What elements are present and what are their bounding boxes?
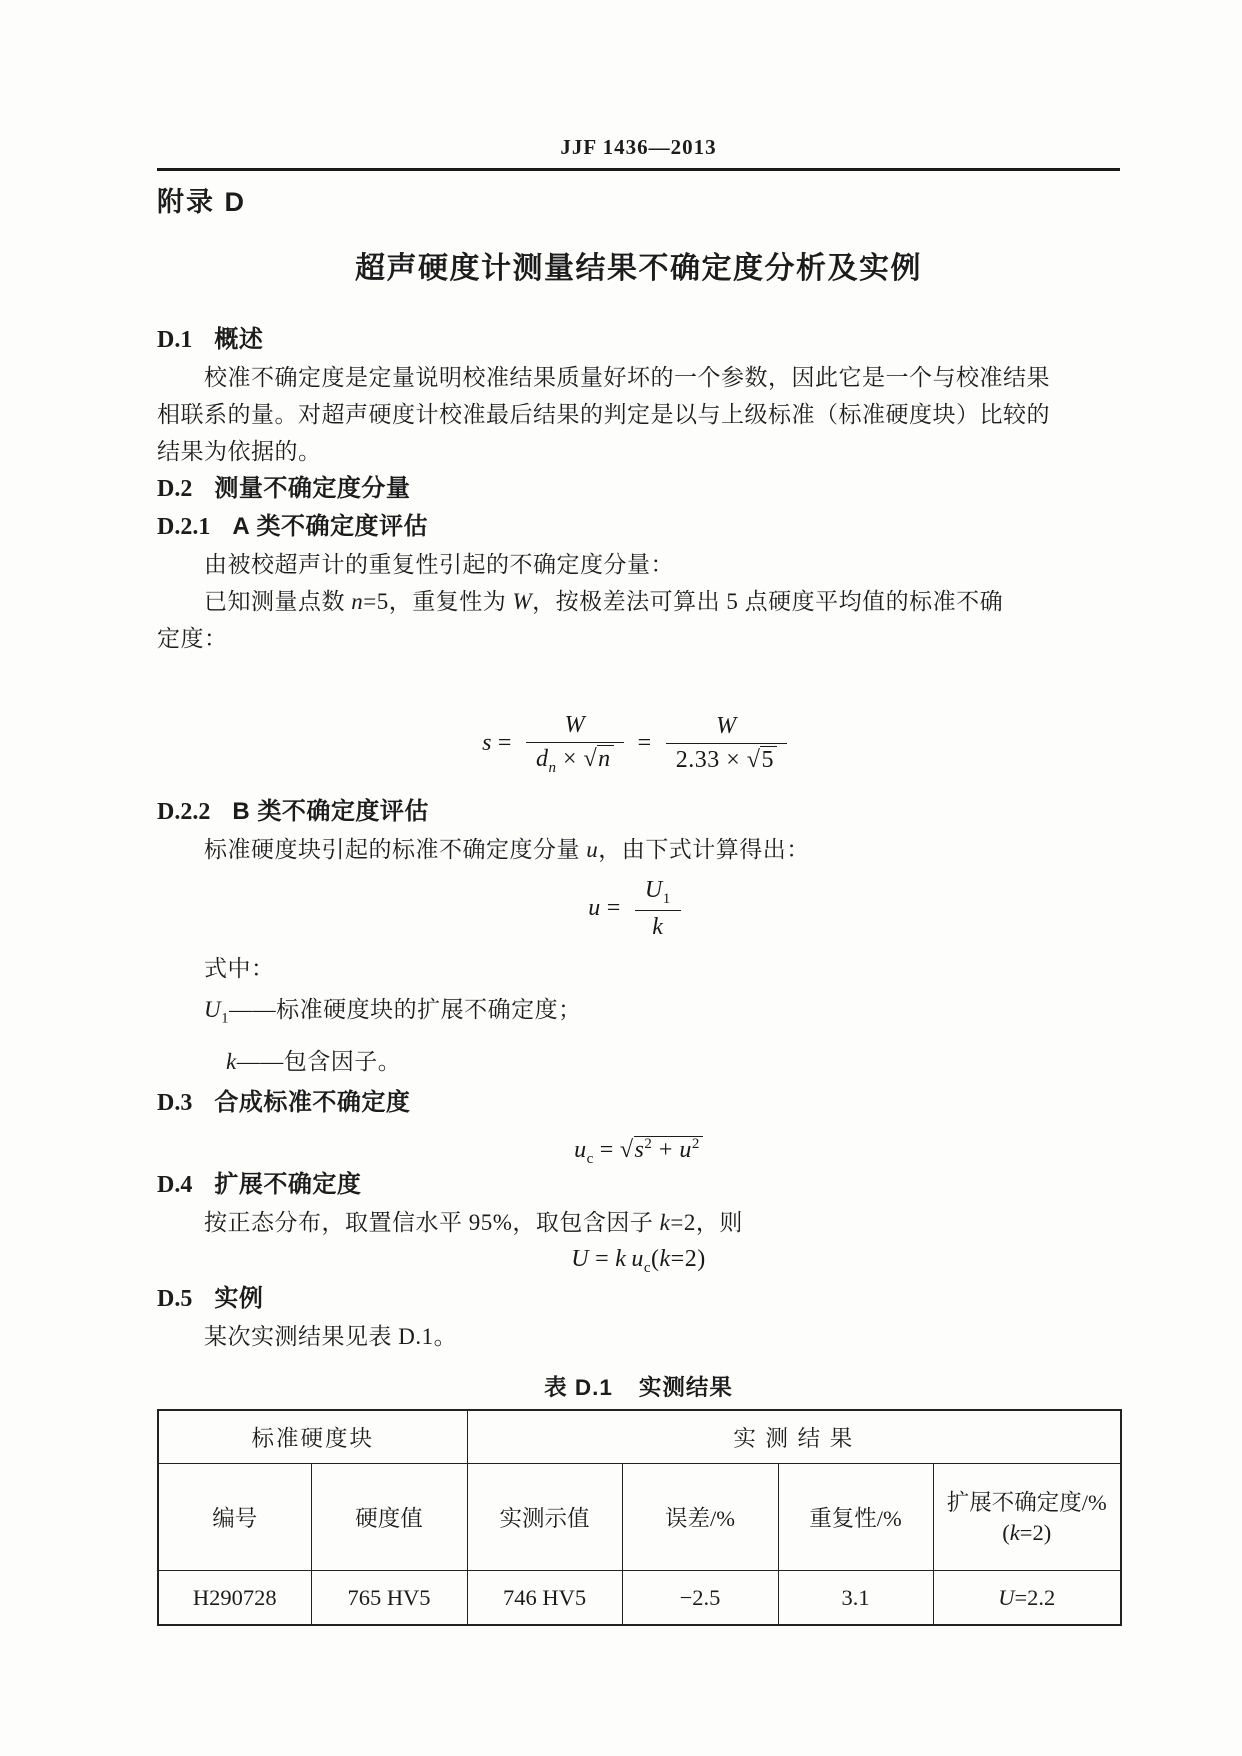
group-header-cell: 标准硬度块 — [158, 1410, 467, 1464]
paragraph-line: 校准不确定度是定量说明校准结果质量好坏的一个参数，因此它是一个与校准结果 — [204, 364, 1050, 390]
square-root — [747, 747, 777, 774]
math-var: u — [588, 894, 601, 921]
paragraph-line: 由被校超声计的重复性引起的不确定度分量： — [204, 551, 674, 577]
subscript: n — [548, 759, 557, 776]
numerator — [635, 877, 681, 912]
paragraph-line: 式中： — [204, 955, 275, 981]
subscript: 1 — [221, 1010, 230, 1027]
math-var: u — [574, 1137, 587, 1164]
column-header-line1: 扩展不确定度/% — [946, 1490, 1107, 1516]
formula-s — [157, 701, 1120, 785]
section-title: 实例 — [214, 1285, 264, 1313]
paragraph-line — [157, 1204, 1120, 1241]
fraction — [526, 712, 624, 777]
plus-sign: + — [652, 1137, 680, 1164]
section-number: D.5 — [157, 1286, 193, 1313]
subscript: c — [643, 1259, 652, 1276]
radical-sign: √ — [619, 1137, 634, 1164]
section-heading-d1 — [157, 321, 1120, 359]
equals-sign: = — [497, 729, 512, 756]
paragraph-line: 某次实测结果见表 D.1。 — [204, 1324, 458, 1350]
math-var: k — [1009, 1520, 1020, 1546]
subscript: 1 — [662, 890, 671, 907]
math-var: W — [512, 588, 533, 614]
math-var: U — [644, 876, 663, 903]
table-caption-label: 表 D.1 — [544, 1375, 613, 1401]
section-title: 扩展不确定度 — [214, 1171, 362, 1199]
definition-line — [157, 991, 1120, 1038]
header-rule — [157, 168, 1120, 171]
fraction — [635, 877, 681, 942]
math-var: k — [226, 1049, 237, 1075]
constant: 2.33 — [675, 747, 720, 774]
cell-expanded-uncertainty — [933, 1571, 1121, 1626]
column-header: 硬度值 — [311, 1464, 467, 1571]
text-run: ——标准硬度块的扩展不确定度； — [229, 996, 582, 1022]
math-var: u — [679, 1137, 692, 1164]
column-header: 重复性/% — [778, 1464, 933, 1571]
text-run: 按正态分布，取置信水平 95%，取包含因子 — [204, 1210, 660, 1236]
equals-sign: = — [599, 1137, 614, 1164]
math-var: d — [535, 745, 549, 772]
math-var: k — [659, 1246, 671, 1273]
denominator — [526, 743, 624, 777]
table-header-row — [158, 1464, 1121, 1571]
formula-uc — [157, 1122, 1120, 1166]
radicand — [634, 1136, 703, 1163]
table-caption-title: 实测结果 — [638, 1375, 733, 1401]
section-heading-d21 — [157, 508, 1120, 546]
section-number: D.4 — [157, 1172, 193, 1199]
math-var: s — [482, 729, 492, 756]
paragraph-line: 结果为依据的。 — [157, 438, 322, 464]
column-header: 误差/% — [622, 1464, 778, 1571]
math-var: U — [204, 996, 222, 1022]
radical-sign: √ — [746, 747, 761, 774]
section-number: D.3 — [157, 1090, 193, 1117]
section-title: 概述 — [214, 325, 264, 353]
section-title: 合成标准不确定度 — [214, 1089, 411, 1117]
radicand: n — [597, 745, 614, 772]
section-title: B 类不确定度评估 — [232, 797, 429, 825]
square-root — [620, 1122, 703, 1172]
paren-open: ( — [651, 1246, 660, 1273]
cell-hardness-value: 765 HV5 — [311, 1571, 467, 1626]
column-header: 编号 — [158, 1464, 311, 1571]
denominator: k — [652, 914, 664, 941]
section-number: D.2.2 — [157, 798, 211, 825]
math-var: n — [351, 588, 364, 614]
text-run: ——包含因子。 — [236, 1049, 402, 1075]
section-title: A 类不确定度评估 — [232, 512, 428, 540]
formula-U — [157, 1241, 1120, 1278]
paragraph-line — [157, 583, 1120, 620]
page-title: 超声硬度计测量结果不确定度分析及实例 — [355, 251, 922, 285]
table-caption — [157, 1369, 1120, 1406]
text-run: =2) — [1019, 1520, 1052, 1546]
cell-measured-value: 746 HV5 — [467, 1571, 622, 1626]
group-header-cell: 实 测 结 果 — [467, 1410, 1121, 1464]
column-header: 实测示值 — [467, 1464, 622, 1571]
section-number: D.2 — [157, 475, 193, 502]
paren-open: ( — [1002, 1520, 1010, 1546]
math-var: U — [998, 1584, 1015, 1610]
superscript: 2 — [644, 1136, 653, 1153]
math-var: k — [615, 1246, 627, 1273]
text-run: 已知测量点数 — [204, 588, 352, 614]
section-title: 测量不确定度分量 — [214, 474, 411, 502]
equals-sign: = — [637, 729, 652, 756]
text-run: 标准硬度块引起的标准不确定度分量 — [204, 836, 587, 862]
fraction — [666, 713, 787, 774]
section-heading-d2 — [157, 470, 1120, 508]
text-run: =5，重复性为 — [363, 588, 513, 614]
math-var: u — [586, 836, 599, 862]
table-d1 — [157, 1409, 1122, 1626]
radicand: 5 — [760, 746, 777, 773]
column-header — [933, 1464, 1121, 1571]
section-heading-d5 — [157, 1280, 1120, 1318]
math-var: s — [634, 1137, 645, 1164]
paragraph-line: 定度： — [157, 625, 228, 651]
paragraph-line: 相联系的量。对超声硬度计校准最后结果的判定是以与上级标准（标准硬度块）比较的 — [157, 401, 1050, 427]
formula-u — [157, 868, 1120, 948]
numerator: W — [666, 713, 787, 744]
times-sign: × — [719, 747, 747, 774]
definition-line — [157, 1043, 1120, 1080]
radical-sign: √ — [583, 745, 598, 772]
cell-repeatability: 3.1 — [778, 1571, 933, 1626]
column-header-line2 — [934, 1518, 1121, 1548]
section-heading-d22 — [157, 793, 1120, 831]
equals-sign: = — [595, 1246, 610, 1273]
numerator: W — [526, 712, 624, 743]
section-number: D.1 — [157, 326, 193, 353]
cell-block-id: H290728 — [158, 1571, 311, 1626]
appendix-label: 附录 D — [157, 186, 246, 217]
times-sign: × — [556, 745, 584, 772]
square-root — [584, 746, 614, 773]
equals-sign: = — [606, 894, 621, 921]
text-run: =2) — [670, 1246, 706, 1273]
table-data-row — [158, 1571, 1121, 1626]
section-number: D.2.1 — [157, 513, 211, 540]
math-var: U — [571, 1246, 590, 1273]
doc-number: JJF 1436—2013 — [560, 135, 717, 159]
text-run: ，按极差法可算出 5 点硬度平均值的标准不确 — [532, 588, 1004, 614]
text-run: =2，则 — [670, 1210, 743, 1236]
text-run: =2.2 — [1014, 1584, 1056, 1610]
table-group-header-row — [158, 1410, 1121, 1464]
subscript: c — [586, 1150, 594, 1167]
math-var: k — [659, 1210, 671, 1236]
paragraph-line — [157, 831, 1120, 868]
cell-error: −2.5 — [622, 1571, 778, 1626]
math-var: u — [631, 1246, 644, 1273]
denominator — [666, 744, 787, 774]
section-heading-d3 — [157, 1084, 1120, 1122]
text-run: ，由下式计算得出： — [598, 836, 810, 862]
superscript: 2 — [691, 1136, 700, 1153]
